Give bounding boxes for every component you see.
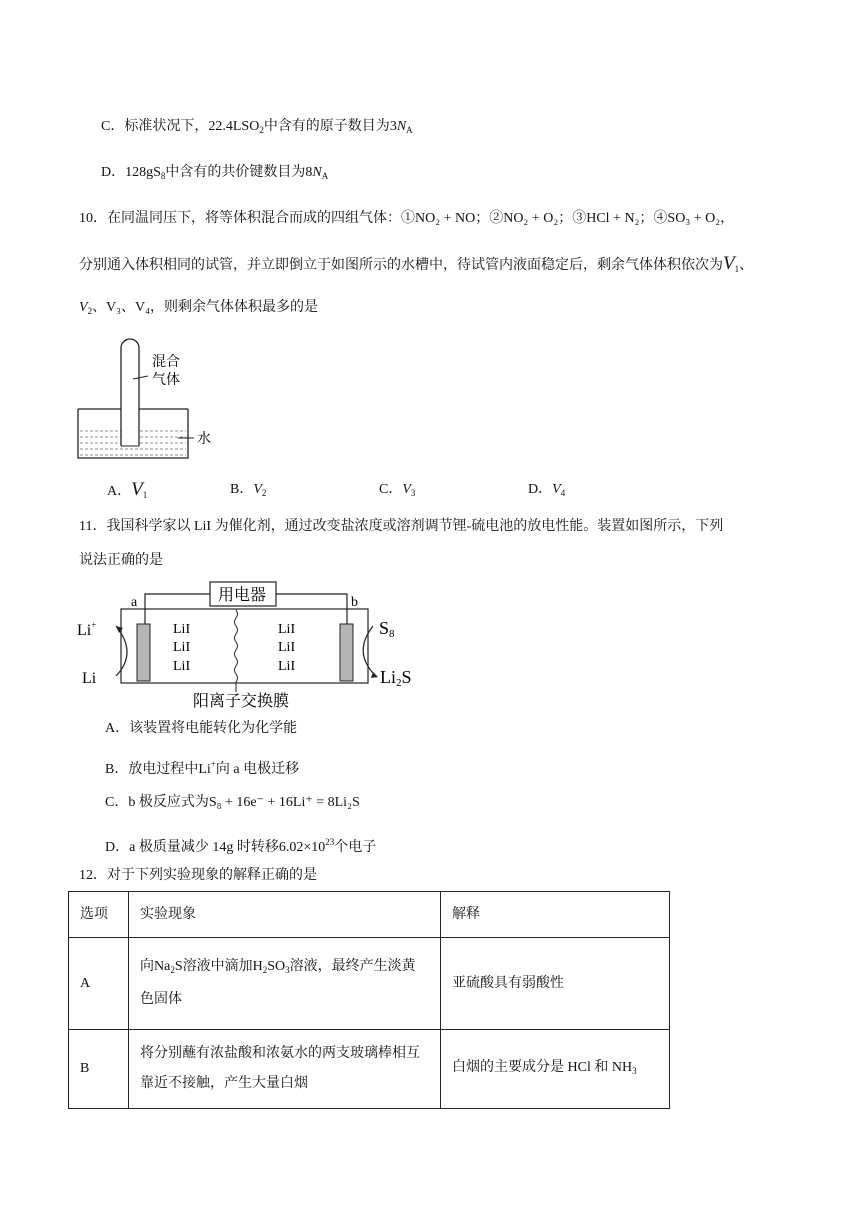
s8-reduction-arrow xyxy=(363,626,376,676)
lii-right-2: LiI xyxy=(278,640,296,655)
row-explanation: 白烟的主要成分是 HCl 和 $NH_3$ xyxy=(441,1030,670,1109)
q10-option-c: C．$V_3$ xyxy=(379,482,416,498)
table-header-row xyxy=(69,892,670,938)
s8-label: S8 xyxy=(379,618,395,640)
q9-option-c: C．标准状况下，$22.4LSO_2$中含有的原子数目为$3N_A$ xyxy=(101,119,413,135)
q11-line1: 11．我国科学家以 LiI 为催化剂，通过改变盐浓度或溶剂调节锂-硫电池的放电性能。装置如图所示，下列 xyxy=(79,519,724,534)
header-explanation: 解释 xyxy=(441,892,670,938)
lii-right-1: LiI xyxy=(278,622,296,637)
li2s-label: Li2S xyxy=(380,667,412,689)
row-phenomenon: 将分别蘸有浓盐酸和浓氨水的两支玻璃棒相互 靠近不接触，产生大量白烟 xyxy=(129,1030,441,1109)
header-option: 选项 xyxy=(69,892,129,938)
q10-line2: 分别通入体积相同的试管，并立即倒立于如图所示的水槽中，待试管内液面稳定后，剩余气体体积依次为$V_1$、 xyxy=(79,253,754,274)
gas-label-2: 气体 xyxy=(152,373,180,388)
gas-label-1: 混合 xyxy=(152,355,180,370)
row-option: A xyxy=(69,938,129,1030)
electrode-a-label: a xyxy=(131,595,138,610)
row-phenomenon: 向$Na_2S$溶液中滴加$H_2SO_3$溶液，最终产生淡黄 色固体 xyxy=(129,938,441,1030)
q11-option-a: A．该装置将电能转化为化学能 xyxy=(105,721,298,736)
q11-option-b: B．放电过程中Li+向 a 电极迁移 xyxy=(105,759,300,777)
table-row xyxy=(69,938,670,1030)
lii-left-2: LiI xyxy=(173,640,191,655)
q10-option-a: A．$V_1$ xyxy=(107,479,148,500)
header-phenomenon: 实验现象 xyxy=(129,892,441,938)
lii-left-1: LiI xyxy=(173,622,191,637)
q9-option-d: D．$128gS_8$中含有的共价键数目为$8N_A$ xyxy=(101,165,329,181)
q10-line3: $V_2$、V₃、V₄，则剩余气体体积最多的是 xyxy=(79,300,319,316)
q10-water-trough-figure xyxy=(76,334,316,464)
electrode-b-label: b xyxy=(351,595,358,610)
cation-exchange-membrane xyxy=(235,610,238,682)
q10-option-d: D．$V_4$ xyxy=(528,482,566,498)
q11-option-d: D．a 极质量减少 14g 时转移$6.02\times 10^{23}$个电子 xyxy=(105,837,377,855)
q12-table xyxy=(68,891,670,1109)
row-option: B xyxy=(69,1030,129,1109)
device-label: 用电器 xyxy=(218,587,267,604)
water-label: 水 xyxy=(197,432,211,447)
q10-line1: 10．在同温同压下，将等体积混合而成的四组气体：①NO₂ + NO；②NO₂ + O₂；③HCl + N₂；④SO₃ + O₂， xyxy=(79,211,735,226)
electrode-a xyxy=(137,624,150,681)
lii-left-3: LiI xyxy=(173,659,191,674)
q11-battery-figure xyxy=(76,579,426,709)
cell-container xyxy=(121,609,368,683)
membrane-label: 阳离子交换膜 xyxy=(193,693,290,709)
q11-line2: 说法正确的是 xyxy=(79,553,163,568)
q11-option-c: C．b 极反应式为S₈ + 16e⁻ + 16Li⁺ = 8Li₂S xyxy=(105,795,360,810)
lii-right-3: LiI xyxy=(278,659,296,674)
li-plus-label: Li+ xyxy=(77,620,97,639)
row-explanation: 亚硫酸具有弱酸性 xyxy=(441,938,670,1030)
test-tube xyxy=(121,339,139,446)
table-row xyxy=(69,1030,670,1109)
li-label: Li xyxy=(82,670,97,687)
q12-stem: 12．对于下列实验现象的解释正确的是 xyxy=(79,868,317,883)
q10-option-b: B．$V_2$ xyxy=(230,482,267,498)
electrode-b xyxy=(340,624,353,681)
